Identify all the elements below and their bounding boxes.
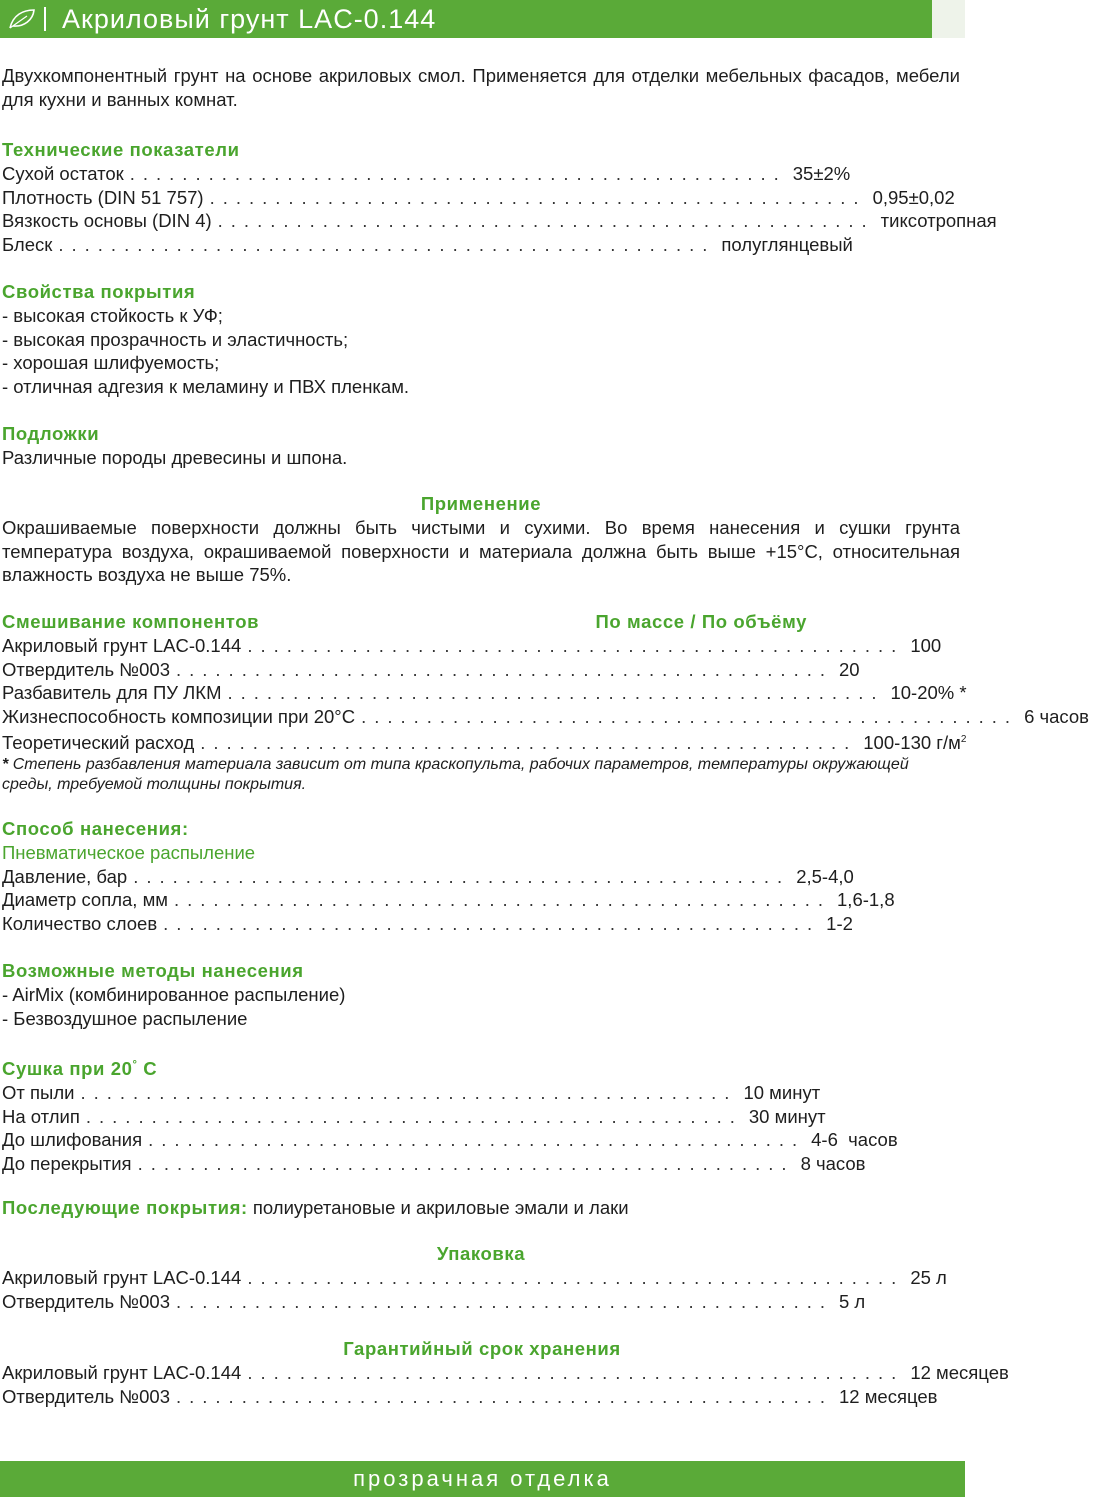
row-label: Теоретический расход xyxy=(2,732,195,754)
note-mark: * xyxy=(2,755,9,773)
dot-leader: .................................................. xyxy=(148,1129,806,1151)
row-label: Акриловый грунт LAC-0.144 xyxy=(2,635,242,656)
props-section xyxy=(2,280,960,398)
dot-leader: .................................................. xyxy=(58,233,716,255)
row-value: 5 л xyxy=(839,1290,866,1312)
dot-leader: .................................................. xyxy=(176,1290,833,1312)
dot-leader: .................................................. xyxy=(200,732,858,754)
row-label: Отвердитель №003 xyxy=(2,658,170,680)
row-value xyxy=(863,728,966,755)
dot-leader: .................................................. xyxy=(217,210,875,231)
row-label: Сухой остаток xyxy=(2,163,124,184)
row-label: Акриловый грунт LAC-0.144 xyxy=(2,1267,242,1288)
tech-row xyxy=(2,186,955,210)
mixing-row xyxy=(2,634,942,658)
shelf-heading-wrap xyxy=(2,1337,962,1361)
mixing-column-heading: По массе / По объёму xyxy=(595,611,807,632)
row-label: Жизнеспособность композиции при 20°C xyxy=(2,705,356,727)
method-subtitle: Пневматическое распыление xyxy=(2,842,256,863)
shelf-section xyxy=(2,1337,1009,1408)
row-value: 0,95±0,02 xyxy=(872,186,955,208)
dot-leader: .................................................. xyxy=(176,1385,833,1407)
dot-leader: .................................................. xyxy=(209,186,867,208)
header-corner xyxy=(932,0,965,38)
list-item: - высокая стойкость к УФ; xyxy=(2,305,223,326)
dot-leader: .................................................. xyxy=(129,163,787,184)
row-value: 12 месяцев xyxy=(839,1385,938,1407)
drying-heading-text: Сушка при 20 xyxy=(2,1058,133,1080)
application-text: Окрашиваемые поверхности должны быть чистыми и сухими. Во время нанесения и сушки грунта температура воздуха, окрашиваемой поверхности и материала должна быть выше +15°C, относительная влажность воздуха не выше 75%. xyxy=(2,517,960,585)
list-item: - хорошая шлифуемость; xyxy=(2,352,220,373)
consumption-value: 100-130 г/м xyxy=(863,732,961,754)
substrates-heading: Подложки xyxy=(2,423,100,444)
method-row xyxy=(2,912,853,936)
packaging-row xyxy=(2,1266,947,1290)
mixing-row xyxy=(2,681,967,705)
mixing-note xyxy=(2,755,960,795)
dot-leader: .................................................. xyxy=(85,1105,743,1127)
tech-row xyxy=(2,162,851,186)
props-heading: Свойства покрытия xyxy=(2,281,196,302)
row-value: 30 минут xyxy=(748,1105,826,1127)
row-value: 10 минут xyxy=(743,1082,821,1104)
row-label: Вязкость основы (DIN 4) xyxy=(2,210,212,231)
note-text: Степень разбавления материала зависит от типа краскопульта, рабочих параметров, температуры окружающей среды, требуемой толщины покрытия. xyxy=(2,755,909,793)
row-label: Акриловый грунт LAC-0.144 xyxy=(2,1362,242,1383)
drying-heading-unit: С xyxy=(137,1058,158,1080)
subsequent-line xyxy=(2,1196,960,1220)
subsequent-section xyxy=(2,1196,960,1220)
list-item: - отличная адгезия к меламину и ПВХ пленкам. xyxy=(2,375,410,397)
row-label: Отвердитель №003 xyxy=(2,1385,170,1407)
dot-leader: .................................................. xyxy=(133,865,791,887)
drying-heading xyxy=(2,1053,960,1081)
row-value: 6 часов xyxy=(1024,705,1089,727)
row-label: На отлип xyxy=(2,1105,80,1127)
drying-row xyxy=(2,1105,826,1129)
row-value: 1-2 xyxy=(826,912,853,934)
drying-section xyxy=(2,1053,960,1175)
row-label: Блеск xyxy=(2,233,53,255)
row-value: 2,5-4,0 xyxy=(796,865,854,887)
row-value: 1,6-1,8 xyxy=(837,889,895,910)
row-label: Давление, бар xyxy=(2,865,128,887)
packaging-heading: Упаковка xyxy=(436,1243,526,1264)
packaging-row xyxy=(2,1290,866,1314)
page-footer xyxy=(0,1461,965,1497)
row-value: 12 месяцев xyxy=(910,1362,1009,1383)
drying-row xyxy=(2,1081,821,1105)
degree-sign: ° xyxy=(132,1059,138,1071)
tech-row xyxy=(2,233,853,257)
subsequent-heading: Последующие покрытия: xyxy=(2,1197,248,1218)
mixing-section xyxy=(2,610,1089,795)
method-section xyxy=(2,817,960,935)
consumption-sup: 2 xyxy=(960,734,967,745)
intro-text: Двухкомпонентный грунт на основе акриловых смол. Применяется для отделки мебельных фасадов, мебели для кухни и ванных комнат. xyxy=(2,65,960,110)
shelf-row xyxy=(2,1385,938,1409)
row-label: Количество слоев xyxy=(2,912,158,934)
row-label: Плотность (DIN 51 757) xyxy=(2,186,204,208)
row-value: полуглянцевый xyxy=(721,233,853,255)
row-value: 100 xyxy=(910,635,942,656)
header-divider xyxy=(44,7,46,31)
dot-leader: .................................................. xyxy=(163,912,821,934)
mixing-heading-row xyxy=(2,610,807,634)
shelf-heading: Гарантийный срок хранения xyxy=(343,1338,621,1359)
dot-leader: .................................................. xyxy=(80,1082,738,1104)
intro-section xyxy=(2,64,960,111)
drying-row xyxy=(2,1128,898,1152)
mixing-heading: Смешивание компонентов xyxy=(2,611,260,632)
shelf-row xyxy=(2,1361,1009,1385)
substrates-text: Различные породы древесины и шпона. xyxy=(2,447,348,468)
method-heading: Способ нанесения: xyxy=(2,818,189,839)
row-value: 10-20% * xyxy=(890,682,967,703)
tech-heading: Технические показатели xyxy=(2,139,240,160)
leaf-icon xyxy=(0,0,44,38)
dot-leader: .................................................. xyxy=(361,705,1019,727)
list-item: - высокая прозрачность и эластичность; xyxy=(2,328,349,350)
method-row xyxy=(2,888,895,912)
row-label: Диаметр сопла, мм xyxy=(2,889,169,910)
footer-text: прозрачная отделка xyxy=(353,1466,612,1491)
row-value: 8 часов xyxy=(800,1152,866,1174)
subsequent-text: полиуретановые и акриловые эмали и лаки xyxy=(247,1197,629,1218)
method-row xyxy=(2,865,854,889)
dot-leader: .................................................. xyxy=(176,658,833,680)
row-value: 35±2% xyxy=(792,163,851,184)
dot-leader: .................................................. xyxy=(137,1152,795,1174)
row-value: 25 л xyxy=(910,1267,947,1288)
row-label: Разбавитель для ПУ ЛКМ xyxy=(2,682,222,703)
list-item: - AirMix (комбинированное распыление) xyxy=(2,984,346,1005)
row-value: 4-6 часов xyxy=(811,1129,898,1151)
mixing-row xyxy=(2,658,860,682)
row-label: Отвердитель №003 xyxy=(2,1290,170,1312)
row-label: От пыли xyxy=(2,1082,75,1104)
dot-leader: .................................................. xyxy=(227,682,885,703)
page-title: Акриловый грунт LAC-0.144 xyxy=(62,3,437,34)
application-section xyxy=(2,492,960,587)
drying-row xyxy=(2,1152,866,1176)
mixing-row xyxy=(2,705,1089,729)
packaging-section xyxy=(2,1242,960,1313)
application-heading: Применение xyxy=(420,493,542,514)
row-label: До шлифования xyxy=(2,1129,143,1151)
dot-leader: .................................................. xyxy=(247,1362,905,1383)
list-item: - Безвоздушное распыление xyxy=(2,1007,248,1029)
row-label: До перекрытия xyxy=(2,1152,132,1174)
methods-alt-heading: Возможные методы нанесения xyxy=(2,960,304,981)
page-header xyxy=(0,0,965,38)
mixing-row xyxy=(2,728,967,755)
dot-leader: .................................................. xyxy=(247,1267,905,1288)
tech-row xyxy=(2,209,997,233)
row-value: тиксотропная xyxy=(880,210,997,231)
dot-leader: .................................................. xyxy=(174,889,832,910)
tech-section xyxy=(2,138,997,256)
methods-alt-section xyxy=(2,959,960,1030)
row-value: 20 xyxy=(839,658,860,680)
substrates-section xyxy=(2,422,960,470)
dot-leader: .................................................. xyxy=(247,635,905,656)
